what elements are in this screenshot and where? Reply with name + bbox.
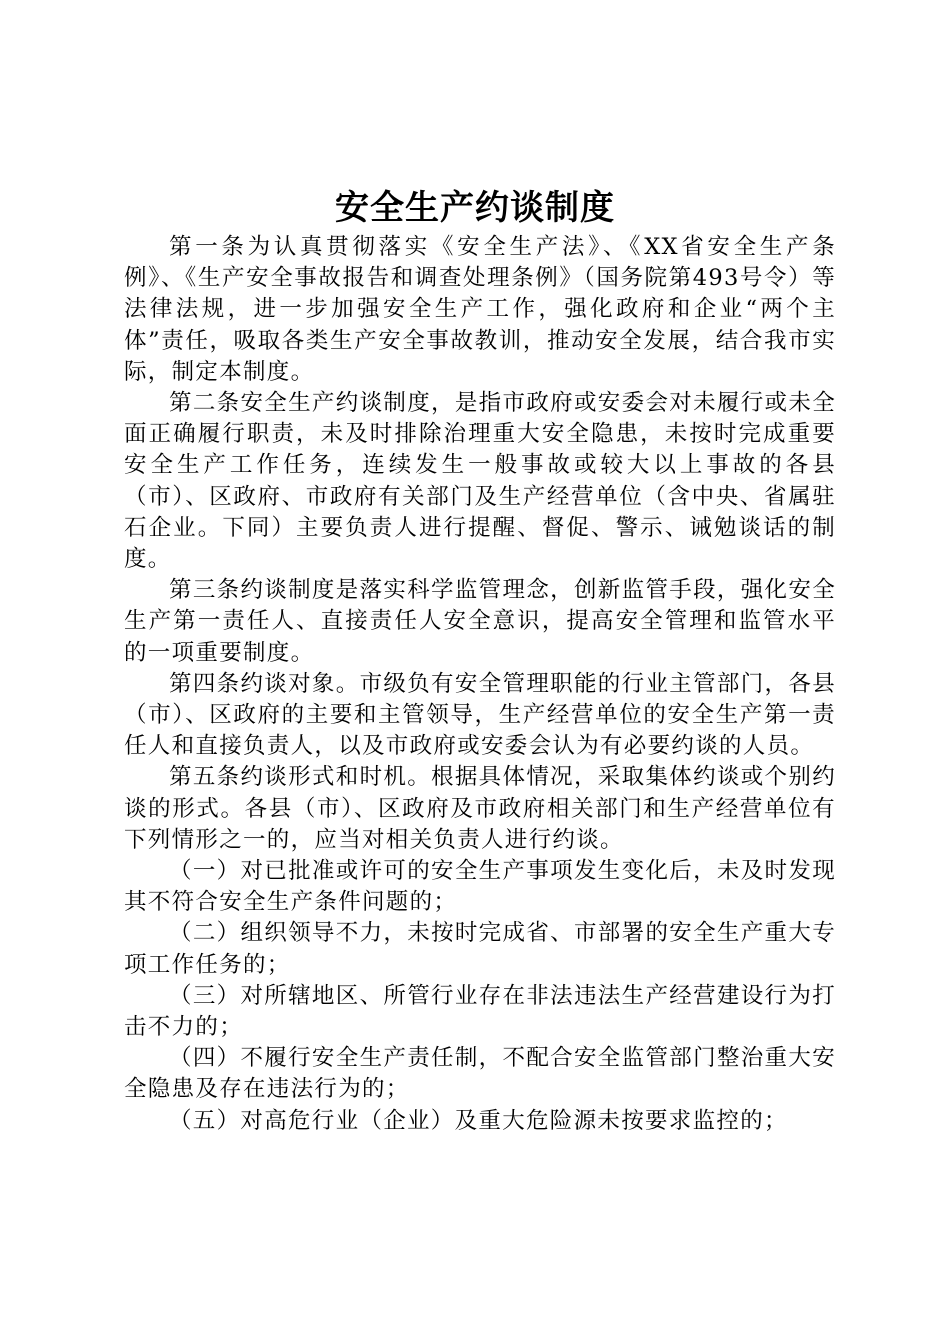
list-item-1: （一）对已批准或许可的安全生产事项发生变化后，未及时发现其不符合安全生产条件问题的； bbox=[124, 858, 836, 916]
document-title: 安全生产约谈制度 bbox=[335, 188, 615, 228]
list-item-2: （二）组织领导不力，未按时完成省、市部署的安全生产重大专项工作任务的； bbox=[124, 920, 836, 978]
list-item-5: （五）对高危行业（企业）及重大危险源未按要求监控的； bbox=[169, 1107, 788, 1134]
paragraph-article-4: 第四条约谈对象。市级负有安全管理职能的行业主管部门，各县（市）、区政府的主要和主管领导，生产经营单位的安全生产第一责任人和直接负责人，以及市政府或安委会认为有必要约谈的人员。 bbox=[124, 670, 836, 760]
paragraph-article-1: 第一条为认真贯彻落实《安全生产法》、《XX省安全生产条例》、《生产安全事故报告和调查处理条例》（国务院第493号令）等法律法规，进一步加强安全生产工作，强化政府和企业“两个主体”责任，吸取各类生产安全事故教训，推动安全发展，结合我市实际，制定本制度。 bbox=[124, 234, 836, 385]
paragraph-article-3: 第三条约谈制度是落实科学监管理念，创新监管手段，强化安全生产第一责任人、直接责任人安全意识，提高安全管理和监管水平的一项重要制度。 bbox=[124, 577, 836, 666]
paragraph-article-2: 第二条安全生产约谈制度，是指市政府或安委会对未履行或未全面正确履行职责，未及时排除治理重大安全隐患，未按时完成重要安全生产工作任务，连续发生一般事故或较大以上事故的各县（市）、区政府、市政府有关部门及生产经营单位（含中央、省属驻石企业。下同）主要负责人进行提醒、督促、警示、诫勉谈话的制度。 bbox=[124, 390, 836, 573]
list-item-3: （三）对所辖地区、所管行业存在非法违法生产经营建设行为打击不力的； bbox=[124, 982, 836, 1041]
document-body bbox=[124, 232, 836, 1137]
list-item-4: （四）不履行安全生产责任制，不配合安全监管部门整治重大安全隐患及存在违法行为的； bbox=[124, 1045, 836, 1103]
paragraph-article-5: 第五条约谈形式和时机。根据具体情况，采取集体约谈或个别约谈的形式。各县（市）、区政府及市政府相关部门和生产经营单位有下列情形之一的，应当对相关负责人进行约谈。 bbox=[124, 764, 836, 853]
